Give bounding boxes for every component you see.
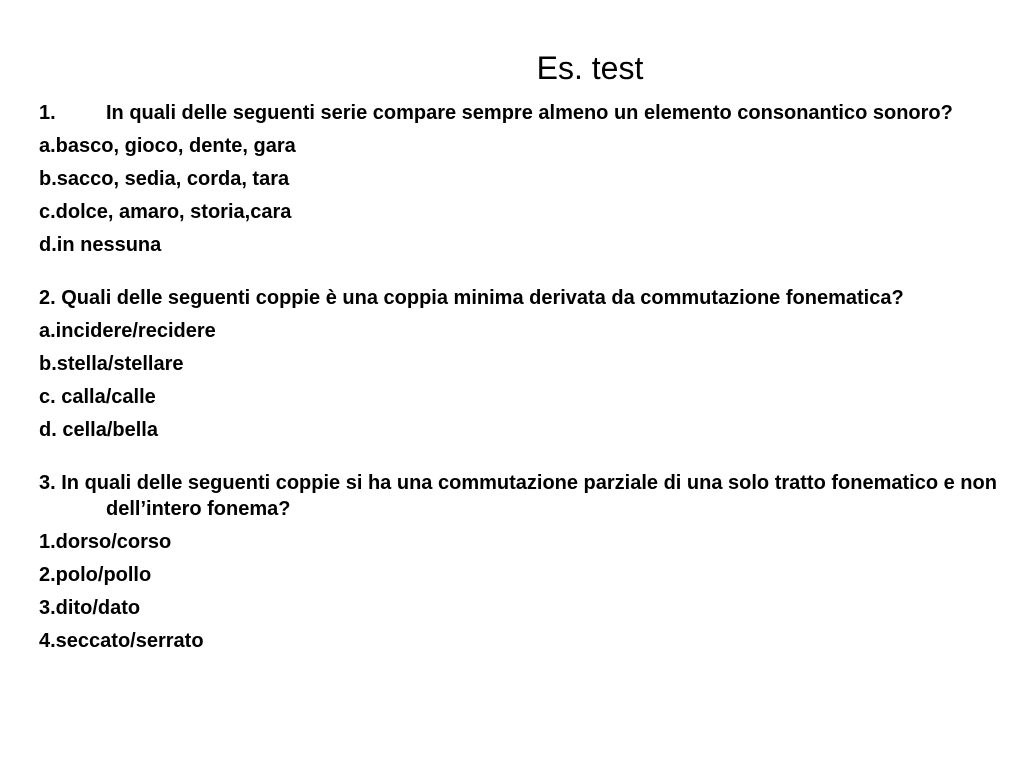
- question-3: [39, 470, 999, 654]
- question-1-option-b: b.sacco, sedia, corda, tara: [39, 168, 290, 190]
- test-content: [39, 100, 999, 654]
- question-1-prompt: [39, 100, 999, 126]
- question-1-option-a: a.basco, gioco, dente, gara: [39, 135, 296, 157]
- question-2-text: 2. Quali delle seguenti coppie è una coppia minima derivata da commutazione fonematica?: [39, 287, 904, 309]
- question-1-option-d: d.in nessuna: [39, 234, 162, 256]
- question-2-option-c: c. calla/calle: [39, 386, 156, 408]
- question-1-number: 1.: [39, 102, 56, 124]
- question-3-option-3: 3.dito/dato: [39, 597, 141, 619]
- question-2-option-b: b.stella/stellare: [39, 353, 184, 375]
- question-2-option-d: d. cella/bella: [39, 419, 158, 441]
- question-3-text: 3. In quali delle seguenti coppie si ha una commutazione parziale di una solo tratto fonematico e non dell’intero fonema?: [39, 472, 997, 520]
- page-title: Es. test: [536, 50, 644, 86]
- question-2: [39, 285, 999, 443]
- question-2-option-a: a.incidere/recidere: [39, 320, 216, 342]
- question-1-option-c: c.dolce, amaro, storia,cara: [39, 201, 292, 223]
- question-3-option-4: 4.seccato/serrato: [39, 630, 204, 652]
- question-1: [39, 100, 999, 258]
- question-3-option-1: 1.dorso/corso: [39, 531, 172, 553]
- spacer: [39, 258, 999, 285]
- question-3-option-2: 2.polo/pollo: [39, 564, 152, 586]
- question-1-text: In quali delle seguenti serie compare sempre almeno un elemento consonantico sonoro?: [106, 102, 953, 124]
- spacer: [39, 443, 999, 470]
